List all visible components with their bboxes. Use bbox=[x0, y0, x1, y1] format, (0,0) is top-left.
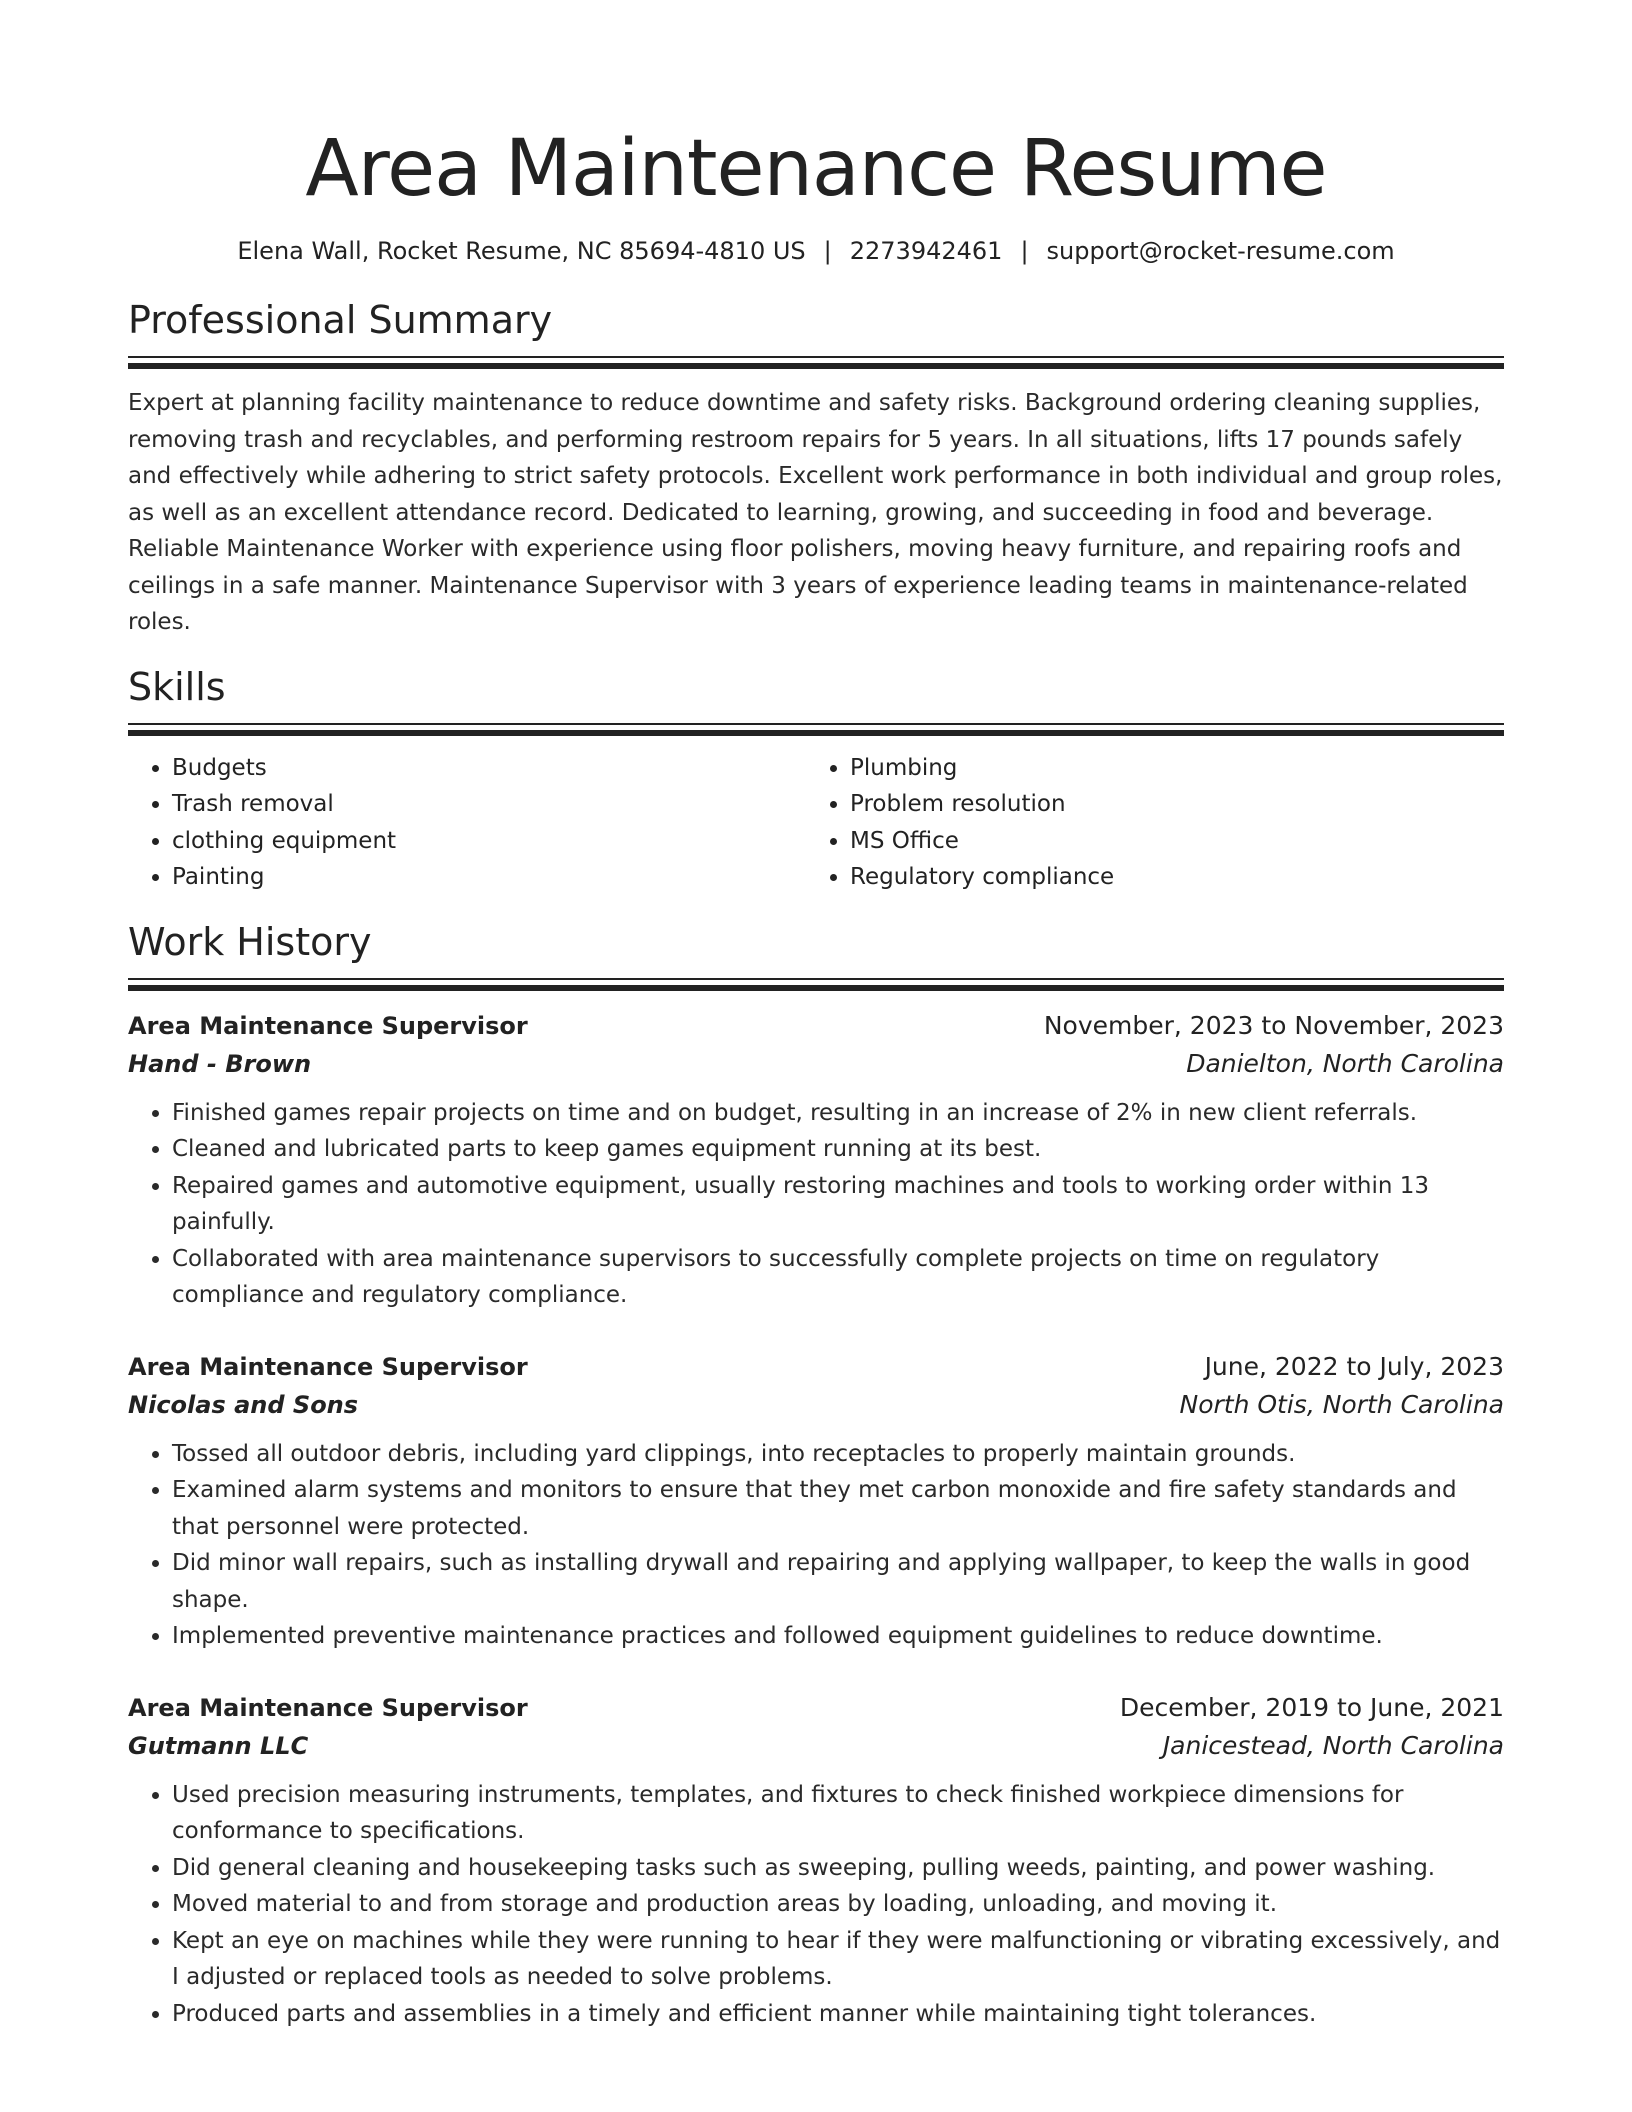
summary-section bbox=[128, 296, 1504, 641]
job-bullets bbox=[128, 1095, 1504, 1314]
resume-page bbox=[128, 0, 1504, 2032]
skills-column-right bbox=[806, 750, 1484, 896]
job-bullet: • Did minor wall repairs, such as installing drywall and repairing and applying wallpaper, to keep the walls in good shape. bbox=[172, 1545, 1504, 1618]
job-dates: November, 2023 to November, 2023 bbox=[1043, 1010, 1504, 1040]
job-bullet: • Moved material to and from storage and production areas by loading, unloading, and moving it. bbox=[172, 1886, 1504, 1923]
job-entry bbox=[128, 1689, 1504, 2033]
summary-text: Expert at planning facility maintenance to reduce downtime and safety risks. Background ordering cleaning supplies, removing trash and recyclables, and performing restroom repairs for 5 years. In all situations, lifts 17 pounds safely and effectively while adhering to strict safety protocols. Excellent work performance in both individual and group roles, as well as an excellent attendance record. Dedicated to learning, growing, and succeeding in food and beverage. Reliable Maintenance Worker with experience using floor polishers, moving heavy furniture, and repairing roofs and ceilings in a safe manner. Maintenance Supervisor with 3 years of experience leading teams in maintenance-related roles. bbox=[128, 390, 1503, 635]
job-bullets bbox=[128, 1777, 1504, 2033]
job-company: Hand - Brown bbox=[128, 1049, 312, 1078]
contact-separator: | bbox=[823, 237, 832, 265]
skill-item: • Regulatory compliance bbox=[850, 859, 1484, 896]
skill-item: • clothing equipment bbox=[172, 823, 806, 860]
contact-separator: | bbox=[1020, 237, 1029, 265]
contact-phone: 2273942461 bbox=[849, 237, 1003, 265]
job-bullet: • Kept an eye on machines while they were running to hear if they were malfunctioning or vibrating excessively, and I adjusted or replaced tools as needed to solve problems. bbox=[172, 1923, 1504, 1996]
job-location: North Otis, North Carolina bbox=[1179, 1389, 1504, 1419]
job-bullet: • Collaborated with area maintenance supervisors to successfully complete projects on time on regulatory compliance and regulatory compliance. bbox=[172, 1241, 1504, 1314]
job-dates: June, 2022 to July, 2023 bbox=[1204, 1351, 1504, 1381]
job-bullets bbox=[128, 1436, 1504, 1655]
skill-item: • Painting bbox=[172, 859, 806, 896]
skill-item: • MS Office bbox=[850, 823, 1484, 860]
job-title: Area Maintenance Supervisor bbox=[128, 1693, 528, 1722]
skill-item: • Problem resolution bbox=[850, 786, 1484, 823]
skills-column-left bbox=[128, 750, 806, 896]
section-divider bbox=[128, 723, 1504, 725]
resume-title: Area Maintenance Resume bbox=[305, 124, 1327, 214]
section-divider-thick bbox=[128, 363, 1504, 369]
job-bullet: • Implemented preventive maintenance practices and followed equipment guidelines to reduce downtime. bbox=[172, 1618, 1504, 1655]
job-bullet: • Tossed all outdoor debris, including yard clippings, into receptacles to properly maintain grounds. bbox=[172, 1436, 1504, 1473]
section-divider-thick bbox=[128, 730, 1504, 736]
job-location: Janicestead, North Carolina bbox=[1162, 1730, 1504, 1760]
skill-item: • Plumbing bbox=[850, 750, 1484, 787]
skills-heading: Skills bbox=[128, 664, 226, 709]
skills-list bbox=[128, 750, 1504, 896]
job-dates: December, 2019 to June, 2021 bbox=[1119, 1692, 1504, 1722]
section-divider bbox=[128, 978, 1504, 980]
contact-line bbox=[128, 234, 1504, 268]
section-divider bbox=[128, 356, 1504, 358]
job-bullet: • Repaired games and automotive equipment, usually restoring machines and tools to working order within 13 painfully. bbox=[172, 1168, 1504, 1241]
job-location: Danielton, North Carolina bbox=[1186, 1048, 1504, 1078]
job-bullet: • Did general cleaning and housekeeping tasks such as sweeping, pulling weeds, painting, and power washing. bbox=[172, 1850, 1504, 1887]
work-history-section bbox=[128, 918, 1504, 2033]
skills-section bbox=[128, 663, 1504, 896]
section-divider-thick bbox=[128, 985, 1504, 991]
job-entry bbox=[128, 1007, 1504, 1314]
job-bullet: • Examined alarm systems and monitors to ensure that they met carbon monoxide and fire safety standards and that personnel were protected. bbox=[172, 1472, 1504, 1545]
skill-item: • Trash removal bbox=[172, 786, 806, 823]
contact-email[interactable]: support@rocket-resume.com bbox=[1046, 237, 1395, 265]
job-bullet: • Used precision measuring instruments, templates, and fixtures to check finished workpiece dimensions for conformance to specifications. bbox=[172, 1777, 1504, 1850]
contact-address: Elena Wall, Rocket Resume, NC 85694-4810 US bbox=[237, 237, 806, 265]
job-title: Area Maintenance Supervisor bbox=[128, 1352, 528, 1381]
skill-item: • Budgets bbox=[172, 750, 806, 787]
summary-heading: Professional Summary bbox=[128, 298, 553, 342]
job-bullet: • Produced parts and assemblies in a timely and efficient manner while maintaining tight tolerances. bbox=[172, 1996, 1504, 2033]
job-entry bbox=[128, 1348, 1504, 1655]
job-bullet: • Finished games repair projects on time and on budget, resulting in an increase of 2% in new client referrals. bbox=[172, 1095, 1504, 1132]
job-bullet: • Cleaned and lubricated parts to keep games equipment running at its best. bbox=[172, 1131, 1504, 1168]
job-title: Area Maintenance Supervisor bbox=[128, 1011, 528, 1040]
work-history-heading: Work History bbox=[128, 919, 372, 964]
job-company: Gutmann LLC bbox=[128, 1731, 309, 1760]
job-company: Nicolas and Sons bbox=[128, 1390, 359, 1419]
